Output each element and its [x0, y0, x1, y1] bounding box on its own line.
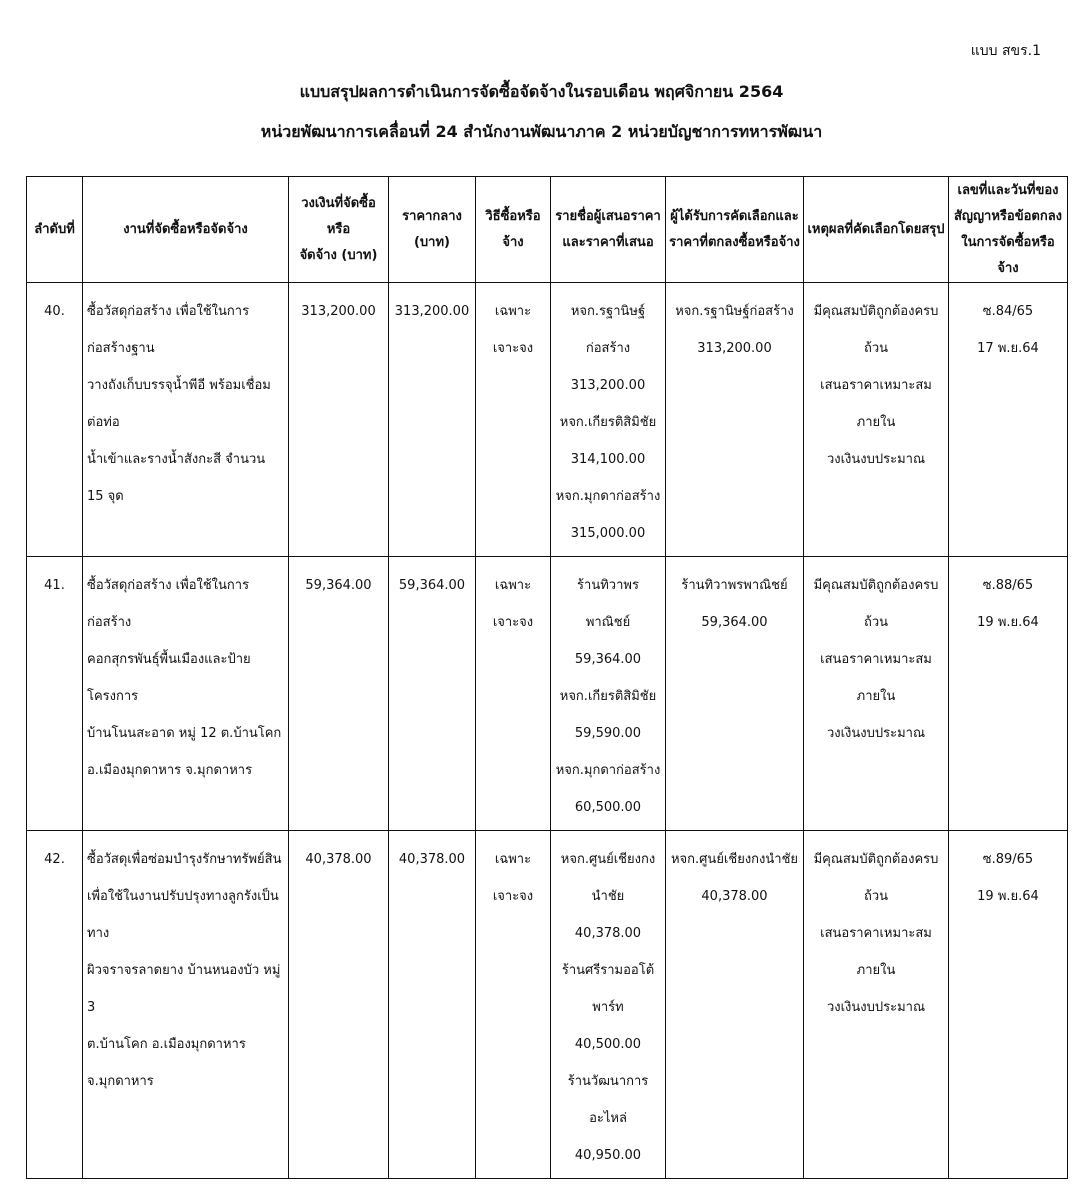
- selection-reason: มีคุณสมบัติถูกต้องครบถ้วน เสนอราคาเหมาะสมภายใน วงเงินงบประมาณ: [804, 283, 949, 557]
- header-median-price: ราคากลาง (บาท): [389, 177, 476, 283]
- selected-vendor: ร้านทิวาพรพาณิชย์ 59,364.00: [666, 557, 804, 831]
- contract-reference: ซ.88/65 19 พ.ย.64: [949, 557, 1068, 831]
- header-row: [27, 177, 1068, 283]
- row-number: 41.: [27, 557, 83, 831]
- procurement-method: เฉพาะเจาะจง: [476, 283, 551, 557]
- table-row: [27, 831, 1068, 1179]
- median-price: 59,364.00: [389, 557, 476, 831]
- median-price: 313,200.00: [389, 283, 476, 557]
- row-number: 40.: [27, 283, 83, 557]
- form-code: แบบ สขร.1: [970, 43, 1041, 59]
- procurement-method: เฉพาะเจาะจง: [476, 831, 551, 1179]
- contract-reference: ซ.84/65 17 พ.ย.64: [949, 283, 1068, 557]
- selection-reason: มีคุณสมบัติถูกต้องครบถ้วน เสนอราคาเหมาะสมภายใน วงเงินงบประมาณ: [804, 557, 949, 831]
- selected-vendor: หจก.รฐานิษฐ์ก่อสร้าง 313,200.00: [666, 283, 804, 557]
- selected-vendor: หจก.ศูนย์เชียงกงนำชัย 40,378.00: [666, 831, 804, 1179]
- row-number: 42.: [27, 831, 83, 1179]
- procurement-table: [26, 176, 1068, 1179]
- table-row: [27, 557, 1068, 831]
- bidder-list: หจก.ศูนย์เชียงกงนำชัย 40,378.00 ร้านศรีรามออโต้พาร์ท 40,500.00 ร้านวัฒนาการอะไหล่ 40,950.00: [551, 831, 666, 1179]
- bidder-list: ร้านทิวาพรพาณิชย์ 59,364.00 หจก.เกียรติสิมิชัย 59,590.00 หจก.มุกดาก่อสร้าง 60,500.00: [551, 557, 666, 831]
- work-description: ซื้อวัสดุเพื่อซ่อมบำรุงรักษาทรัพย์สิน เพื่อใช้ในงานปรับปรุงทางลูกรังเป็นทาง ผิวจราจรลาดยาง บ้านหนองบัว หมู่ 3 ต.บ้านโคก อ.เมืองมุกดาหาร จ.มุกดาหาร: [83, 831, 289, 1179]
- median-price: 40,378.00: [389, 831, 476, 1179]
- header-work: งานที่จัดซื้อหรือจัดจ้าง: [83, 177, 289, 283]
- budget-amount: 313,200.00: [289, 283, 389, 557]
- budget-amount: 40,378.00: [289, 831, 389, 1179]
- header-contract: เลขที่และวันที่ของ สัญญาหรือข้อตกลง ในการจัดซื้อหรือจ้าง: [949, 177, 1068, 283]
- bidder-list: หจก.รฐานิษฐ์ก่อสร้าง 313,200.00 หจก.เกียรติสิมิชัย 314,100.00 หจก.มุกดาก่อสร้าง 315,000.00: [551, 283, 666, 557]
- header-bidders: รายชื่อผู้เสนอราคา และราคาที่เสนอ: [551, 177, 666, 283]
- work-description: ซื้อวัสดุก่อสร้าง เพื่อใช้ในการก่อสร้างฐาน วางถังเก็บบรรจุน้ำพีอี พร้อมเชื่อมต่อท่อ น้ำเข้าและรางน้ำสังกะสี จำนวน 15 จุด: [83, 283, 289, 557]
- contract-reference: ซ.89/65 19 พ.ย.64: [949, 831, 1068, 1179]
- table-row: [27, 283, 1068, 557]
- report-subtitle: หน่วยพัฒนาการเคลื่อนที่ 24 สำนักงานพัฒนาภาค 2 หน่วยบัญชาการทหารพัฒนา: [260, 122, 823, 141]
- header-budget: วงเงินที่จัดซื้อหรือ จัดจ้าง (บาท): [289, 177, 389, 283]
- header-no: ลำดับที่: [27, 177, 83, 283]
- budget-amount: 59,364.00: [289, 557, 389, 831]
- selection-reason: มีคุณสมบัติถูกต้องครบถ้วน เสนอราคาเหมาะสมภายใน วงเงินงบประมาณ: [804, 831, 949, 1179]
- header-method: วิธีซื้อหรือจ้าง: [476, 177, 551, 283]
- report-title: แบบสรุปผลการดำเนินการจัดซื้อจัดจ้างในรอบเดือน พฤศจิกายน 2564: [299, 82, 784, 101]
- header-winner: ผู้ได้รับการคัดเลือกและ ราคาที่ตกลงซื้อหรือจ้าง: [666, 177, 804, 283]
- work-description: ซื้อวัสดุก่อสร้าง เพื่อใช้ในการก่อสร้าง คอกสุกรพันธุ์พื้นเมืองและป้ายโครงการ บ้านโนนสะอาด หมู่ 12 ต.บ้านโคก อ.เมืองมุกดาหาร จ.มุกดาหาร: [83, 557, 289, 831]
- header-reason: เหตุผลที่คัดเลือกโดยสรุป: [804, 177, 949, 283]
- procurement-method: เฉพาะเจาะจง: [476, 557, 551, 831]
